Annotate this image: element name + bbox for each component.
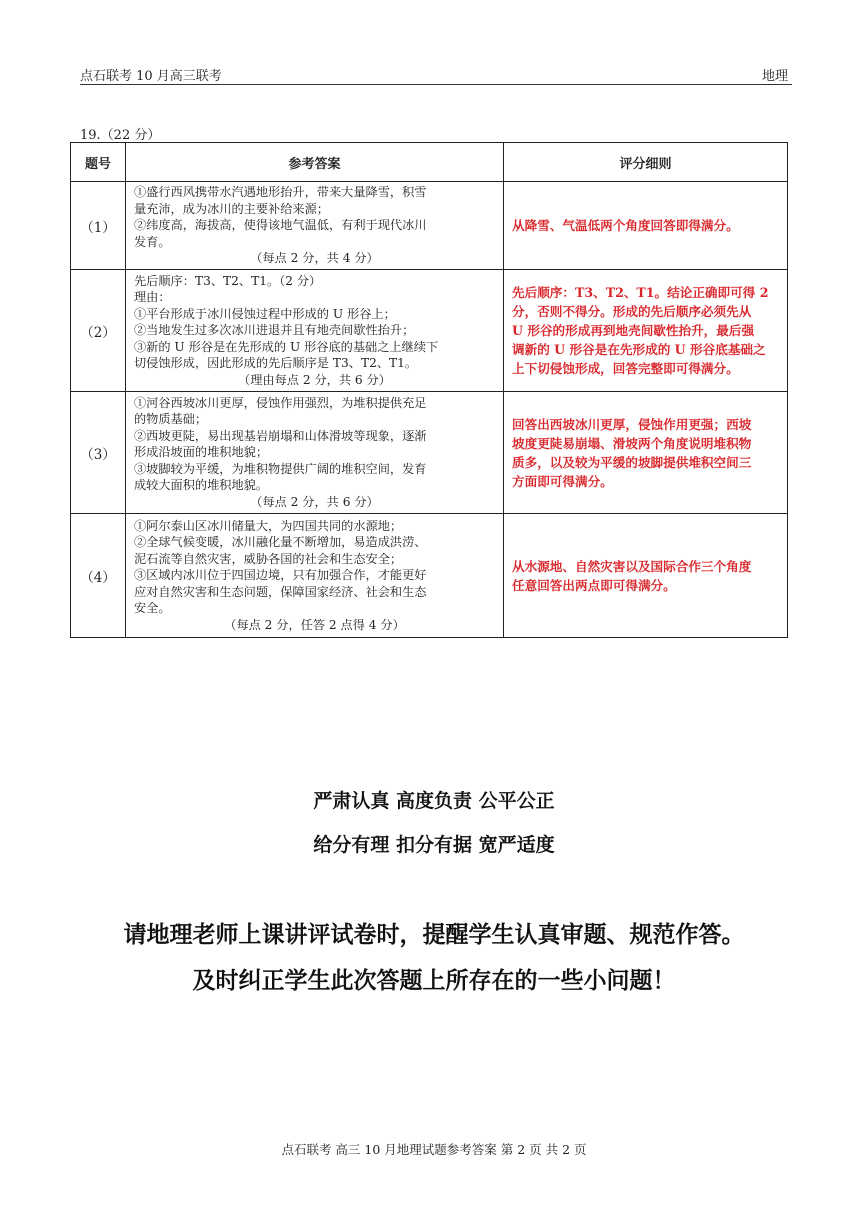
teacher-reminder-line-2: 及时纠正学生此次答题上所存在的一些小问题！ bbox=[192, 968, 676, 994]
header-scoring-rules: 评分细则 bbox=[504, 143, 788, 182]
page-footer: 点石联考 高三 10 月地理试题参考答案 第 2 页 共 2 页 bbox=[281, 1142, 587, 1157]
answer-line: ③坡脚较为平缓，为堆积物提供广阔的堆积空间，发育 bbox=[134, 461, 427, 476]
page-header bbox=[80, 62, 792, 85]
answer-line: ①平台形成于冰川侵蚀过程中形成的 U 形谷上； bbox=[134, 306, 396, 321]
reference-answer-cell bbox=[126, 182, 504, 270]
question-number: （3） bbox=[71, 392, 126, 514]
answer-line: 应对自然灾害和生态问题，保障国家经济、社会和生态 bbox=[134, 584, 427, 599]
answer-line: 先后顺序：T3、T2、T1。（2 分） bbox=[134, 274, 322, 289]
grading-principle-line-2: 给分有理 扣分有据 宽严适度 bbox=[313, 834, 555, 856]
table-header-row bbox=[71, 143, 788, 182]
answer-line: 量充沛，成为冰川的主要补给来源； bbox=[134, 201, 329, 216]
answer-line: 成较大面积的堆积地貌。 bbox=[134, 478, 269, 493]
rule-line: 分，否则不得分。形成的先后顺序必须先从 bbox=[512, 304, 752, 319]
rule-line: 从水源地、自然灾害以及国际合作三个角度 bbox=[512, 558, 752, 574]
answer-score-note: （每点 2 分，共 6 分） bbox=[250, 494, 379, 509]
answer-line: ②纬度高，海拔高，使得该地气温低，有利于现代冰川 bbox=[134, 218, 427, 233]
reference-answer-cell bbox=[126, 392, 504, 514]
header-subject: 地理 bbox=[761, 69, 788, 84]
header-exam-name: 点石联考 10 月高三联考 bbox=[80, 69, 222, 84]
table-row bbox=[71, 392, 788, 514]
rule-line: 质多，以及较为平缓的坡脚提供堆积空间三 bbox=[512, 454, 752, 470]
answer-line: 发育。 bbox=[134, 234, 171, 249]
answer-score-note: （每点 2 分，共 4 分） bbox=[250, 251, 379, 266]
rule-line: 先后顺序：T3、T2、T1。结论正确即可得 2 bbox=[512, 285, 769, 300]
reference-answer-cell bbox=[126, 270, 504, 392]
answer-line: ①阿尔泰山区冰川储量大，为四国共同的水源地； bbox=[134, 519, 403, 534]
scoring-rule-cell bbox=[504, 182, 788, 270]
reference-answer-cell bbox=[126, 514, 504, 638]
answer-line: ②西坡更陡，易出现基岩崩塌和山体滑坡等现象，逐渐 bbox=[134, 428, 427, 443]
rule-line: 回答出西坡冰川更厚，侵蚀作用更强；西坡 bbox=[512, 416, 752, 432]
table-row bbox=[71, 514, 788, 638]
answer-score-note: （每点 2 分，任答 2 点得 4 分） bbox=[224, 617, 405, 632]
table-row bbox=[71, 270, 788, 392]
answer-line: ②全球气候变暖，冰川融化量不断增加，易造成洪涝、 bbox=[134, 535, 427, 550]
scoring-rule-cell bbox=[504, 514, 788, 638]
question-title: 19.（22 分） bbox=[80, 128, 161, 143]
table-row bbox=[71, 182, 788, 270]
answer-line: 切侵蚀形成，因此形成的先后顺序是 T3、T2、T1。 bbox=[134, 356, 418, 371]
answer-line: 泥石流等自然灾害，威胁各国的社会和生态安全； bbox=[134, 551, 403, 566]
teacher-reminder-line-1: 请地理老师上课讲评试卷时，提醒学生认真审题、规范作答。 bbox=[123, 922, 745, 948]
rule-line: U 形谷的形成再到地壳间歇性抬升，最后强 bbox=[512, 323, 755, 338]
question-number: （1） bbox=[71, 182, 126, 270]
scoring-rule-cell bbox=[504, 270, 788, 392]
scoring-rule-cell bbox=[504, 392, 788, 514]
answer-line: 安全。 bbox=[134, 601, 171, 616]
answer-line: ③新的 U 形谷是在先形成的 U 形谷底的基础之上继续下 bbox=[134, 339, 439, 354]
answer-line: ①河谷西坡冰川更厚，侵蚀作用强烈，为堆积提供充足 bbox=[134, 396, 427, 411]
rule-line: 调新的 U 形谷是在先形成的 U 形谷底基础之 bbox=[512, 342, 766, 357]
rule-line: 上下切侵蚀形成，回答完整即可得满分。 bbox=[512, 361, 739, 376]
question-number: （4） bbox=[71, 514, 126, 638]
answer-line: 理由： bbox=[134, 290, 171, 305]
answer-line: ②当地发生过多次冰川进退并且有地壳间歇性抬升； bbox=[134, 323, 415, 338]
answer-table bbox=[70, 142, 788, 638]
rule-line: 从降雪、气温低两个角度回答即得满分。 bbox=[512, 218, 739, 233]
answer-line: ③区域内冰川位于四国边境，只有加强合作，才能更好 bbox=[134, 568, 427, 583]
question-number: （2） bbox=[71, 270, 126, 392]
answer-line: 形成沿坡面的堆积地貌； bbox=[134, 445, 269, 460]
grading-principle-line-1: 严肃认真 高度负责 公平公正 bbox=[313, 790, 555, 812]
answer-line: 的物质基础； bbox=[134, 412, 208, 427]
rule-line: 坡度更陡易崩塌、滑坡两个角度说明堆积物 bbox=[512, 435, 752, 451]
rule-line: 任意回答出两点即可得满分。 bbox=[512, 577, 676, 593]
header-question-number: 题号 bbox=[71, 143, 126, 182]
answer-line: ①盛行西风携带水汽遇地形抬升，带来大量降雪，积雪 bbox=[134, 185, 427, 200]
header-reference-answer: 参考答案 bbox=[126, 143, 504, 182]
rule-line: 方面即可得满分。 bbox=[512, 473, 613, 489]
answer-score-note: （理由每点 2 分，共 6 分） bbox=[238, 372, 391, 387]
